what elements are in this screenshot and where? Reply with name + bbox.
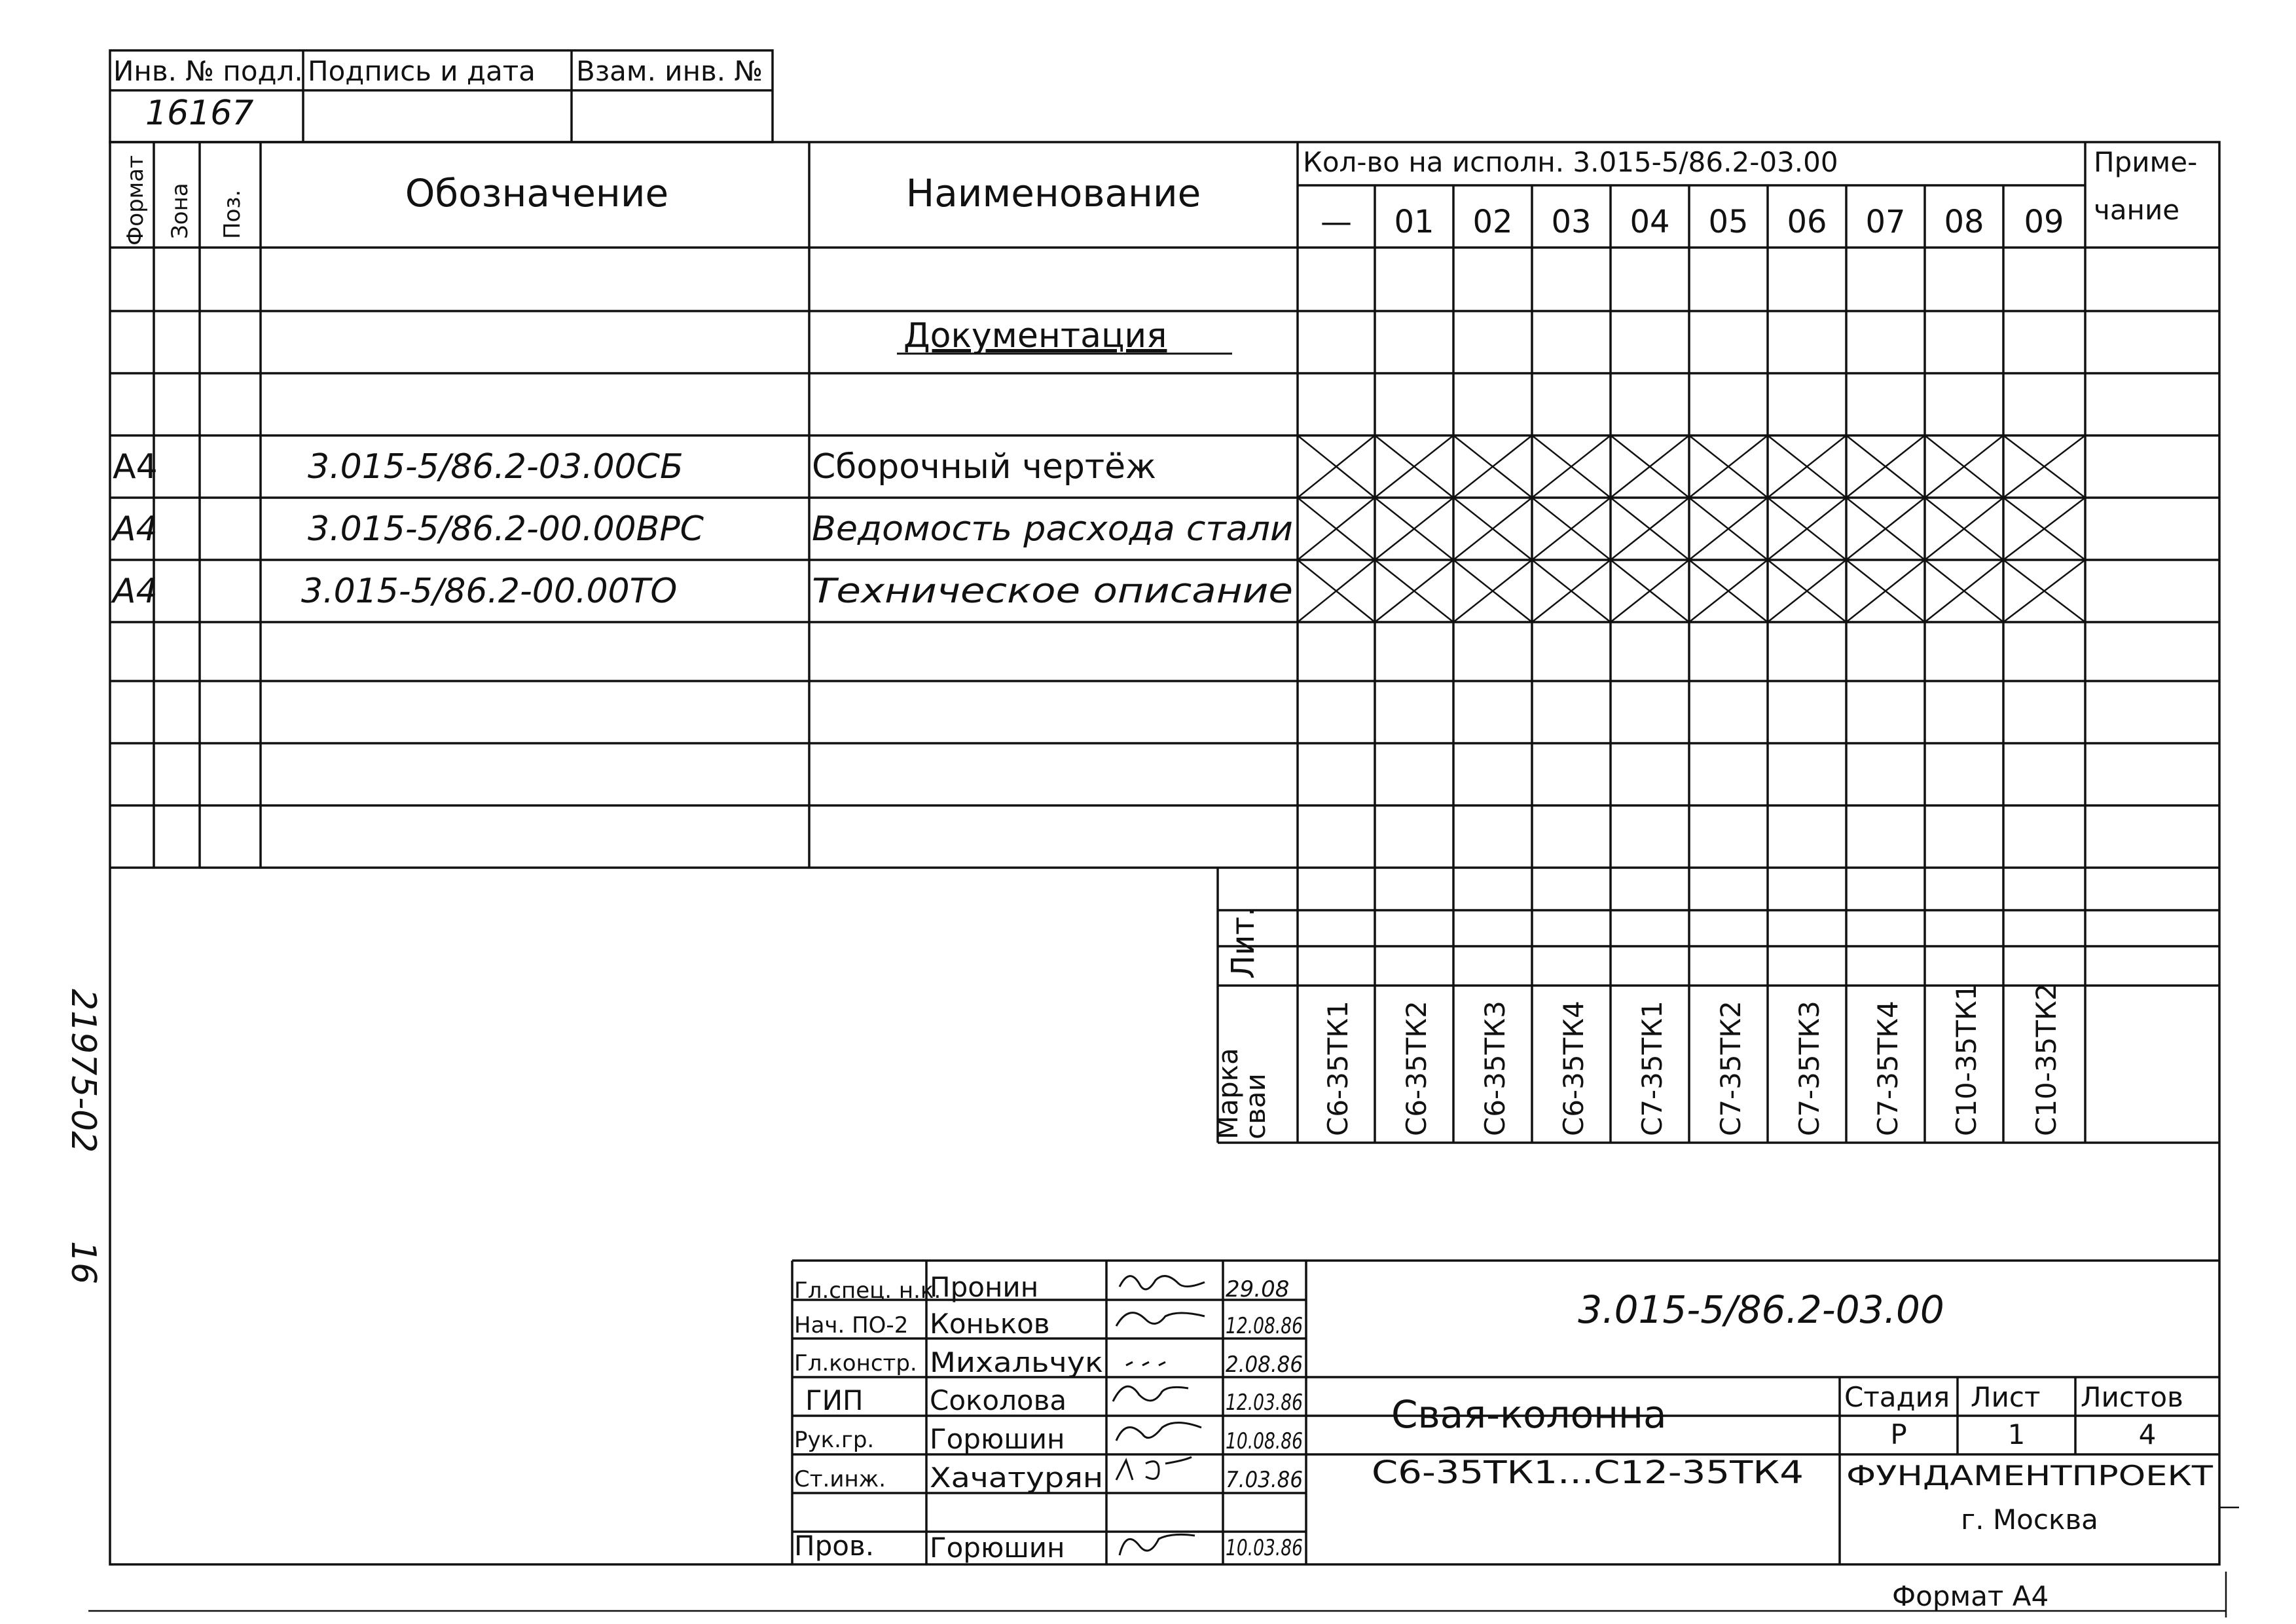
variant-col: 05 — [1708, 204, 1749, 240]
side-number-2: 16 — [64, 1241, 103, 1285]
variant-col: 02 — [1472, 204, 1513, 240]
stage-label: Стадия — [1844, 1381, 1950, 1413]
signer-date: 2.08.86 — [1226, 1352, 1303, 1378]
sheet-label: Лист — [1971, 1381, 2041, 1413]
org-name: ФУНДАМЕНТПРОЕКТ — [1846, 1460, 2214, 1492]
kolvo-header: Кол-во на исполн. 3.015-5/86.2-03.00 — [1303, 146, 1838, 178]
row-name: Ведомость расхода стали — [812, 509, 1293, 549]
cross-marks — [1298, 435, 2085, 622]
primechanie-header-1: Приме- — [2094, 146, 2198, 178]
lit-label: Лит. — [1225, 906, 1262, 979]
sheets-value: 4 — [2138, 1418, 2157, 1450]
variant-col: 09 — [2024, 204, 2064, 240]
zona-header: Зона — [167, 183, 193, 239]
inv-podl-label: Инв. № подл. — [113, 55, 303, 87]
signer-name: Горюшин — [930, 1532, 1065, 1564]
pile-mark: С10-35ТК2 — [2030, 983, 2062, 1136]
row-format: А4 — [113, 572, 158, 611]
signer-name: Пронин — [930, 1271, 1039, 1303]
sheets-label: Листов — [2081, 1381, 2183, 1413]
signer-date: 10.03.86 — [1226, 1535, 1303, 1561]
signer-role: Пров. — [794, 1530, 875, 1562]
signer-name: Хачатурян — [930, 1462, 1103, 1494]
format-header: Формат — [122, 155, 149, 246]
signer-role: Ст.инж. — [794, 1466, 886, 1492]
poz-header: Поз. — [219, 189, 246, 239]
primechanie-header-2: чание — [2094, 194, 2180, 226]
variant-col: 03 — [1551, 204, 1592, 240]
org-city: г. Москва — [1961, 1504, 2098, 1536]
marka-label-2: сваи — [1239, 1073, 1271, 1139]
pile-mark: С7-35ТК2 — [1715, 1001, 1747, 1136]
variant-col: — — [1321, 204, 1352, 240]
signer-role: Нач. ПО-2 — [794, 1312, 909, 1338]
row-designation: 3.015-5/86.2-00.00ВРС — [308, 509, 704, 549]
signer-role: Гл.спец. н.к. — [794, 1278, 941, 1304]
format-footer: Формат А4 — [1892, 1580, 2049, 1612]
row-format: А4 — [113, 509, 158, 549]
signer-name: Горюшин — [930, 1423, 1065, 1455]
title-line1: Свая-колонна — [1391, 1392, 1667, 1437]
stage-value: Р — [1890, 1418, 1907, 1450]
inv-podl-value: 16167 — [145, 94, 254, 133]
pile-mark: С10-35ТК1 — [1950, 983, 1982, 1136]
pile-mark: С6-35ТК1 — [1322, 1001, 1354, 1136]
signer-role: ГИП — [805, 1384, 864, 1416]
row-name: Техническое описание — [812, 572, 1293, 611]
pile-mark: С6-35ТК3 — [1479, 1001, 1511, 1136]
sheet-value: 1 — [2007, 1418, 2026, 1450]
row-format: А4 — [113, 447, 158, 487]
pile-mark: С7-35ТК1 — [1636, 1001, 1668, 1136]
signer-name: Соколова — [930, 1384, 1067, 1416]
variant-col: 08 — [1944, 204, 1984, 240]
row-designation: 3.015-5/86.2-00.00ТО — [301, 572, 678, 611]
podpis-label: Подпись и дата — [308, 55, 536, 87]
variant-col: 01 — [1394, 204, 1434, 240]
signer-date: 29.08 — [1226, 1276, 1290, 1302]
oboznachenie-header: Обозначение — [405, 171, 669, 215]
vzam-label: Взам. инв. № — [576, 55, 763, 87]
signer-date: 12.08.86 — [1226, 1313, 1303, 1339]
variant-col: 06 — [1787, 204, 1827, 240]
marka-label-1: Марка — [1212, 1048, 1244, 1139]
signer-date: 12.03.86 — [1226, 1390, 1303, 1416]
pile-mark: С7-35ТК3 — [1793, 1001, 1825, 1136]
variant-col: 07 — [1865, 204, 1906, 240]
signer-name: Михальчук — [930, 1346, 1103, 1378]
signer-role: Гл.констр. — [794, 1350, 917, 1376]
signer-date: 7.03.86 — [1226, 1467, 1303, 1493]
section-title: Документация — [903, 316, 1167, 356]
row-designation: 3.015-5/86.2-03.00СБ — [308, 447, 683, 487]
row-name: Сборочный чертёж — [812, 447, 1156, 487]
pile-mark: С6-35ТК4 — [1558, 1001, 1590, 1136]
side-number-1: 21975-02 — [64, 989, 103, 1153]
pile-mark: С7-35ТК4 — [1872, 1001, 1904, 1136]
title-line2: С6-35ТК1...С12-35ТК4 — [1372, 1454, 1804, 1491]
signer-role: Рук.гр. — [794, 1427, 875, 1453]
naimenovanie-header: Наименование — [905, 171, 1201, 215]
signer-name: Коньков — [930, 1308, 1050, 1340]
variant-col: 04 — [1630, 204, 1670, 240]
pile-mark: С6-35ТК2 — [1400, 1001, 1432, 1136]
signer-date: 10.08.86 — [1226, 1428, 1303, 1454]
doc-number: 3.015-5/86.2-03.00 — [1578, 1287, 1944, 1332]
